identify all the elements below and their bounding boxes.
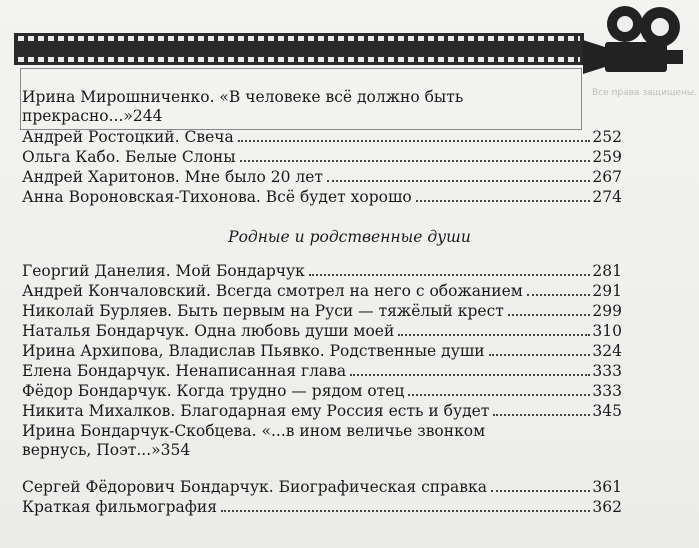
- toc-entry-page: 244: [132, 107, 163, 125]
- toc-entry: [22, 188, 622, 207]
- toc-entry-title: Николай Бурляев. Быть первым на Руси — тяжёлый крест: [22, 302, 504, 320]
- toc-entry: [22, 282, 622, 301]
- toc-entry-page: 291: [592, 282, 622, 300]
- movie-camera-icon: [575, 2, 693, 82]
- toc-entry-page: 324: [592, 342, 622, 360]
- toc-entry: [22, 148, 622, 167]
- toc-entry-page: 354: [160, 441, 191, 459]
- toc-entry: [22, 302, 622, 321]
- toc-entry: [22, 382, 622, 401]
- toc-entry-page: 362: [592, 498, 622, 516]
- toc-entry-page: 259: [592, 148, 622, 166]
- toc-entry-page: 267: [592, 168, 622, 186]
- toc-entry-page: 333: [592, 382, 622, 400]
- toc-entry-page: 361: [592, 478, 622, 496]
- toc-entry-title: Наталья Бондарчук. Одна любовь души моей: [22, 322, 395, 340]
- film-strip-decoration: [14, 33, 584, 65]
- toc-entry: [22, 478, 622, 497]
- toc-entry-title: Андрей Кончаловский. Всегда смотрел на него с обожанием: [22, 282, 523, 300]
- toc-entry-page: 299: [592, 302, 622, 320]
- toc-entry-title: Сергей Фёдорович Бондарчук. Биографическая справка: [22, 478, 487, 496]
- toc-entry-title-line2: вернусь, Поэт...»: [22, 441, 161, 459]
- toc-entry-page: 252: [592, 128, 622, 146]
- toc-entry-title: Андрей Харитонов. Мне было 20 лет: [22, 168, 323, 186]
- toc-entry-title: Ирина Архипова, Владислав Пьявко. Родственные души: [22, 342, 485, 360]
- toc-entry: [22, 342, 622, 361]
- toc-entry: [22, 402, 622, 421]
- toc-entry-title: Елена Бондарчук. Ненаписанная глава: [22, 362, 347, 380]
- section-title: Родные и родственные души: [228, 228, 471, 246]
- toc-entry-page: 345: [592, 402, 622, 420]
- toc-entry-title: Краткая фильмография: [22, 498, 218, 516]
- toc-entry: [22, 88, 622, 126]
- toc-entry: [22, 322, 622, 341]
- toc-entry-title: Ольга Кабо. Белые Слоны: [22, 148, 236, 166]
- toc-entry: [22, 128, 622, 147]
- toc-entry-title: Никита Михалков. Благодарная ему Россия есть и будет: [22, 402, 490, 420]
- toc-entry: [22, 498, 622, 517]
- toc-entry-title-line1: Ирина Бондарчук-Скобцева. «...в ином величье звонком: [22, 422, 486, 440]
- toc-entry: [22, 422, 622, 460]
- toc-entry-title: Фёдор Бондарчук. Когда трудно — рядом отец: [22, 382, 405, 400]
- toc-entry-page: 310: [592, 322, 622, 340]
- toc-entry-page: 281: [592, 262, 622, 280]
- toc-entry: [22, 362, 622, 381]
- toc-entry: [22, 262, 622, 281]
- bleed-through-text: Все права защищены.: [592, 88, 697, 98]
- toc-entry: [22, 168, 622, 187]
- toc-entry-title-line2: прекрасно...»: [22, 107, 133, 125]
- toc-entry-page: 274: [592, 188, 622, 206]
- toc-entry-title: Георгий Данелия. Мой Бондарчук: [22, 262, 305, 280]
- toc-entry-title: Анна Вороновская-Тихонова. Всё будет хорошо: [22, 188, 412, 206]
- toc-entry-title-line1: Ирина Мирошниченко. «В человеке всё должно быть: [22, 88, 464, 106]
- toc-entry-title: Андрей Ростоцкий. Свеча: [22, 128, 234, 146]
- toc-entry-page: 333: [592, 362, 622, 380]
